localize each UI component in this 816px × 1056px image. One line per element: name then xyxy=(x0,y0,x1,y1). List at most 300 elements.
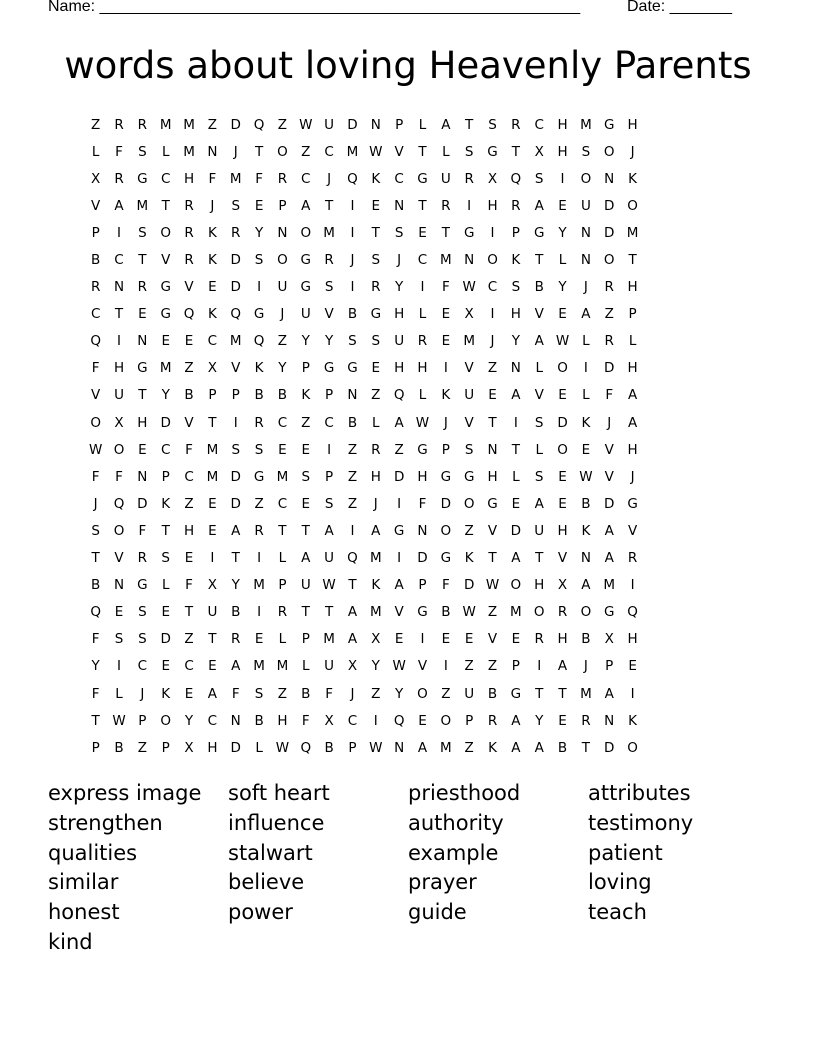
grid-letter: S xyxy=(324,495,334,512)
word-bank-item: authority xyxy=(408,810,504,835)
grid-letter: V xyxy=(184,279,194,296)
grid-letter: F xyxy=(441,577,450,594)
grid-letter: W xyxy=(275,739,290,756)
grid-letter: N xyxy=(113,577,125,594)
grid-letter: R xyxy=(534,631,544,648)
grid-letter: A xyxy=(534,495,544,512)
grid-letter: V xyxy=(394,604,404,621)
grid-letter: Z xyxy=(184,495,194,512)
grid-letter: E xyxy=(161,604,170,621)
grid-letter: A xyxy=(347,631,358,648)
grid-letter: V xyxy=(627,522,638,539)
grid-letter: T xyxy=(301,604,310,621)
grid-letter: T xyxy=(628,252,637,269)
grid-letter: L xyxy=(115,685,123,702)
grid-letter: E xyxy=(184,333,194,350)
grid-letter: F xyxy=(91,360,100,377)
grid-letter: A xyxy=(581,577,591,594)
grid-letter: U xyxy=(394,333,405,350)
grid-letter: E xyxy=(581,441,591,458)
grid-letter: W xyxy=(579,468,593,485)
grid-letter: S xyxy=(488,116,497,133)
grid-letter: B xyxy=(301,685,311,702)
grid-letter: T xyxy=(558,685,567,702)
grid-letter: A xyxy=(371,522,381,539)
grid-letter: F xyxy=(115,143,123,160)
grid-letter: I xyxy=(210,550,215,567)
grid-letter: P xyxy=(301,631,310,648)
grid-letter: R xyxy=(417,333,428,350)
grid-letter: R xyxy=(254,522,264,539)
grid-letter: Z xyxy=(464,522,474,539)
grid-letter: Z xyxy=(347,441,358,458)
grid-letter: A xyxy=(581,306,591,323)
grid-letter: R xyxy=(557,604,568,621)
grid-letter: B xyxy=(441,604,451,621)
grid-row xyxy=(84,111,644,138)
grid-letter: A xyxy=(417,739,428,756)
grid-letter: K xyxy=(254,360,264,377)
grid-letter: M xyxy=(346,143,359,160)
word-bank-item: power xyxy=(228,900,293,925)
grid-letter: E xyxy=(254,631,264,648)
grid-letter: Z xyxy=(604,306,614,323)
grid-letter: I xyxy=(327,441,332,458)
grid-row xyxy=(84,274,644,301)
grid-letter: Z xyxy=(487,604,498,621)
grid-letter: V xyxy=(114,550,124,567)
grid-letter: D xyxy=(440,495,452,512)
grid-letter: R xyxy=(464,170,474,187)
grid-row xyxy=(84,165,644,192)
grid-letter: Y xyxy=(395,685,404,702)
grid-letter: P xyxy=(91,739,100,756)
grid-letter: H xyxy=(207,739,218,756)
grid-letter: O xyxy=(277,252,288,269)
grid-letter: I xyxy=(583,360,588,377)
grid-letter: T xyxy=(208,414,217,431)
grid-letter: S xyxy=(348,333,357,350)
grid-letter: O xyxy=(417,685,428,702)
grid-letter: G xyxy=(604,116,615,133)
grid-letter: J xyxy=(490,333,495,350)
grid-letter: V xyxy=(91,197,101,214)
grid-letter: R xyxy=(581,712,591,729)
grid-letter: H xyxy=(557,143,568,160)
grid-letter: G xyxy=(417,170,428,187)
grid-letter: T xyxy=(91,712,100,729)
grid-letter: F xyxy=(255,170,263,187)
word-bank-item: kind xyxy=(48,929,93,954)
grid-letter: L xyxy=(558,252,567,269)
grid-letter: Q xyxy=(510,170,522,187)
grid-letter: D xyxy=(160,631,171,648)
grid-letter: G xyxy=(463,468,475,485)
grid-letter: M xyxy=(206,468,219,485)
grid-letter: I xyxy=(630,577,635,594)
grid-letter: I xyxy=(117,333,121,350)
grid-letter: L xyxy=(628,333,637,350)
grid-letter: K xyxy=(301,387,311,404)
grid-letter: E xyxy=(208,279,217,296)
grid-letter: B xyxy=(184,387,194,404)
grid-letter: Q xyxy=(90,333,101,350)
grid-letter: H xyxy=(394,360,405,377)
date-field-label: Date: _______ xyxy=(627,0,732,15)
grid-letter: F xyxy=(185,441,193,458)
grid-letter: R xyxy=(231,224,241,241)
grid-letter: I xyxy=(257,279,262,296)
word-bank-item: stalwart xyxy=(228,840,313,865)
grid-letter: E xyxy=(138,306,147,323)
grid-letter: I xyxy=(233,414,238,431)
grid-letter: A xyxy=(534,333,544,350)
grid-letter: Y xyxy=(511,333,520,350)
grid-letter: C xyxy=(324,143,334,160)
grid-letter: Y xyxy=(371,658,380,675)
grid-letter: X xyxy=(207,360,218,377)
grid-letter: S xyxy=(138,604,147,621)
grid-letter: X xyxy=(324,712,334,729)
grid-row xyxy=(84,328,644,355)
grid-letter: E xyxy=(278,441,287,458)
grid-letter: L xyxy=(372,414,380,431)
grid-letter: D xyxy=(347,116,358,133)
grid-letter: P xyxy=(441,441,450,458)
grid-letter: R xyxy=(511,197,521,214)
grid-letter: T xyxy=(324,604,334,621)
grid-letter: Z xyxy=(277,685,288,702)
grid-letter: Z xyxy=(184,360,194,377)
grid-letter: A xyxy=(394,414,404,431)
grid-letter: U xyxy=(440,170,451,187)
grid-letter: U xyxy=(324,658,335,675)
grid-letter: P xyxy=(465,712,474,729)
grid-letter: C xyxy=(160,170,171,187)
grid-row xyxy=(84,599,644,626)
grid-letter: H xyxy=(487,197,498,214)
grid-letter: B xyxy=(254,387,264,404)
grid-letter: B xyxy=(277,387,288,404)
grid-letter: D xyxy=(604,495,615,512)
grid-letter: X xyxy=(207,577,218,594)
grid-letter: H xyxy=(137,414,148,431)
grid-letter: X xyxy=(347,658,358,675)
grid-letter: Y xyxy=(558,279,567,296)
grid-letter: V xyxy=(161,252,171,269)
grid-letter: S xyxy=(464,441,474,458)
grid-letter: M xyxy=(510,604,522,621)
grid-letter: E xyxy=(208,658,217,675)
grid-letter: K xyxy=(207,224,217,241)
grid-letter: S xyxy=(161,550,170,567)
word-bank-item: believe xyxy=(228,870,305,895)
grid-letter: I xyxy=(560,170,565,187)
grid-letter: K xyxy=(207,306,217,323)
grid-letter: X xyxy=(534,143,544,160)
grid-letter: K xyxy=(371,577,381,594)
grid-letter: G xyxy=(323,360,335,377)
grid-letter: J xyxy=(630,468,635,485)
grid-letter: F xyxy=(115,468,123,485)
grid-letter: G xyxy=(417,604,428,621)
grid-letter: O xyxy=(160,224,172,241)
grid-letter: M xyxy=(183,116,195,133)
grid-letter: N xyxy=(604,170,615,187)
grid-row xyxy=(84,355,644,382)
grid-letter: G xyxy=(370,306,382,323)
grid-row xyxy=(84,517,644,544)
grid-letter: Y xyxy=(254,224,264,241)
grid-letter: E xyxy=(511,495,521,512)
grid-letter: S xyxy=(254,252,264,269)
grid-letter: X xyxy=(557,577,568,594)
grid-letter: E xyxy=(558,197,567,214)
word-bank-item: testimony xyxy=(588,810,694,835)
grid-letter: T xyxy=(441,224,450,241)
grid-row xyxy=(84,626,644,653)
grid-letter: C xyxy=(90,306,101,323)
grid-letter: Q xyxy=(253,333,265,350)
grid-letter: S xyxy=(231,197,241,214)
grid-letter: U xyxy=(324,550,335,567)
grid-letter: S xyxy=(138,631,147,648)
grid-letter: Y xyxy=(535,712,544,729)
grid-letter: B xyxy=(557,739,568,756)
grid-letter: R xyxy=(184,252,194,269)
grid-letter: A xyxy=(604,522,614,539)
grid-letter: E xyxy=(558,468,567,485)
grid-letter: R xyxy=(137,116,148,133)
grid-letter: Q xyxy=(253,116,265,133)
grid-letter: R xyxy=(184,224,194,241)
grid-letter: E xyxy=(138,441,147,458)
grid-letter: M xyxy=(159,116,172,133)
grid-letter: A xyxy=(627,387,638,404)
grid-letter: G xyxy=(417,441,428,458)
grid-letter: N xyxy=(417,522,428,539)
grid-letter: V xyxy=(464,360,474,377)
grid-letter: O xyxy=(557,360,568,377)
grid-letter: E xyxy=(558,306,567,323)
grid-letter: N xyxy=(580,550,591,567)
grid-letter: Q xyxy=(300,739,312,756)
grid-letter: S xyxy=(371,333,381,350)
grid-letter: P xyxy=(325,387,334,404)
grid-letter: R xyxy=(114,170,124,187)
grid-letter: R xyxy=(627,550,638,567)
grid-letter: N xyxy=(394,739,405,756)
grid-letter: L xyxy=(418,306,427,323)
grid-letter: I xyxy=(490,306,495,323)
grid-letter: P xyxy=(278,577,287,594)
grid-letter: F xyxy=(441,279,450,296)
grid-letter: B xyxy=(487,685,498,702)
grid-letter: G xyxy=(137,577,148,594)
grid-letter: W xyxy=(369,143,383,160)
grid-letter: E xyxy=(301,495,311,512)
grid-letter: O xyxy=(300,224,312,241)
grid-letter: F xyxy=(605,387,614,404)
grid-letter: D xyxy=(463,577,475,594)
grid-letter: S xyxy=(301,468,311,485)
grid-letter: D xyxy=(230,252,241,269)
grid-letter: T xyxy=(488,414,497,431)
grid-letter: M xyxy=(580,116,592,133)
grid-letter: Z xyxy=(347,468,358,485)
grid-letter: O xyxy=(627,197,638,214)
grid-letter: I xyxy=(420,631,425,648)
grid-letter: H xyxy=(417,360,428,377)
grid-letter: P xyxy=(138,712,147,729)
grid-letter: T xyxy=(91,550,100,567)
grid-letter: W xyxy=(88,441,103,458)
grid-letter: I xyxy=(373,712,378,729)
grid-letter: C xyxy=(277,495,288,512)
grid-letter: A xyxy=(557,658,568,675)
grid-letter: I xyxy=(257,604,262,621)
grid-letter: T xyxy=(581,739,591,756)
grid-letter: Y xyxy=(231,577,240,594)
grid-letter: A xyxy=(301,550,311,567)
grid-letter: N xyxy=(604,712,615,729)
grid-letter: J xyxy=(280,306,285,323)
grid-letter: J xyxy=(607,414,612,431)
grid-letter: G xyxy=(487,495,498,512)
grid-letter: Y xyxy=(278,360,287,377)
grid-row xyxy=(84,409,644,436)
grid-letter: J xyxy=(350,685,355,702)
grid-letter: O xyxy=(627,739,638,756)
grid-letter: Z xyxy=(464,739,474,756)
grid-letter: A xyxy=(627,414,638,431)
grid-letter: X xyxy=(114,414,124,431)
grid-letter: G xyxy=(160,279,171,296)
grid-letter: E xyxy=(558,495,567,512)
grid-letter: E xyxy=(441,333,451,350)
word-bank-item: similar xyxy=(48,870,119,895)
grid-letter: A xyxy=(324,522,334,539)
grid-letter: J xyxy=(233,143,238,160)
grid-letter: A xyxy=(511,550,521,567)
grid-letter: M xyxy=(206,441,219,458)
grid-letter: R xyxy=(441,197,451,214)
grid-letter: Z xyxy=(487,658,498,675)
grid-letter: B xyxy=(254,712,264,729)
grid-letter: K xyxy=(371,170,381,187)
grid-letter: O xyxy=(463,495,475,512)
grid-letter: Z xyxy=(301,414,311,431)
grid-letter: F xyxy=(185,577,193,594)
grid-letter: H xyxy=(487,468,498,485)
grid-letter: K xyxy=(464,550,474,567)
grid-letter: A xyxy=(207,685,218,702)
grid-letter: B xyxy=(231,604,241,621)
grid-letter: C xyxy=(417,252,428,269)
grid-letter: I xyxy=(630,685,635,702)
grid-letter: L xyxy=(302,658,310,675)
grid-letter: B xyxy=(324,739,334,756)
grid-letter: E xyxy=(371,360,381,377)
grid-letter: H xyxy=(557,116,568,133)
grid-letter: O xyxy=(557,441,568,458)
grid-letter: D xyxy=(230,279,241,296)
grid-letter: V xyxy=(324,306,334,323)
grid-letter: T xyxy=(254,143,264,160)
grid-letter: Z xyxy=(277,333,288,350)
grid-letter: A xyxy=(231,522,241,539)
grid-letter: A xyxy=(441,116,451,133)
grid-letter: S xyxy=(138,224,147,241)
word-bank-item: strengthen xyxy=(48,810,163,835)
grid-letter: D xyxy=(160,414,171,431)
grid-letter: B xyxy=(91,577,101,594)
grid-letter: F xyxy=(91,631,100,648)
grid-letter: E xyxy=(511,631,521,648)
grid-letter: K xyxy=(511,252,521,269)
grid-letter: T xyxy=(465,116,474,133)
grid-letter: H xyxy=(627,279,638,296)
grid-letter: Q xyxy=(393,387,405,404)
grid-letter: N xyxy=(207,143,218,160)
grid-letter: V xyxy=(487,631,498,648)
grid-letter: O xyxy=(113,441,125,458)
grid-letter: A xyxy=(231,658,241,675)
grid-letter: O xyxy=(440,522,452,539)
grid-letter: V xyxy=(557,550,568,567)
grid-letter: Y xyxy=(161,387,170,404)
grid-letter: R xyxy=(324,252,334,269)
name-field-label: Name: ______________________________________________________ xyxy=(48,0,581,15)
grid-letter: H xyxy=(627,116,638,133)
grid-letter: P xyxy=(325,468,334,485)
grid-letter: G xyxy=(160,306,171,323)
grid-row xyxy=(84,382,644,409)
grid-letter: J xyxy=(397,252,402,269)
grid-letter: D xyxy=(417,550,428,567)
grid-letter: S xyxy=(534,414,544,431)
grid-letter: N xyxy=(137,468,148,485)
grid-letter: R xyxy=(137,279,148,296)
grid-letter: F xyxy=(325,685,333,702)
grid-letter: T xyxy=(348,577,357,594)
grid-letter: L xyxy=(91,143,100,160)
grid-letter: D xyxy=(510,522,522,539)
grid-letter: W xyxy=(112,712,126,729)
grid-row xyxy=(84,707,644,734)
grid-letter: E xyxy=(371,197,381,214)
grid-letter: P xyxy=(511,658,520,675)
grid-letter: G xyxy=(347,360,358,377)
grid-letter: A xyxy=(511,712,521,729)
grid-letter: S xyxy=(534,468,544,485)
grid-letter: B xyxy=(347,414,358,431)
grid-letter: V xyxy=(184,414,194,431)
grid-row xyxy=(84,301,644,328)
grid-letter: G xyxy=(627,495,638,512)
grid-letter: L xyxy=(161,143,170,160)
grid-letter: J xyxy=(93,495,98,512)
grid-letter: L xyxy=(535,441,543,458)
grid-letter: A xyxy=(114,197,124,214)
grid-letter: E xyxy=(418,712,427,729)
grid-letter: E xyxy=(394,631,404,648)
grid-letter: C xyxy=(301,170,311,187)
grid-letter: O xyxy=(603,252,615,269)
grid-letter: K xyxy=(628,712,637,729)
grid-letter: C xyxy=(137,658,148,675)
grid-letter: Q xyxy=(393,712,405,729)
